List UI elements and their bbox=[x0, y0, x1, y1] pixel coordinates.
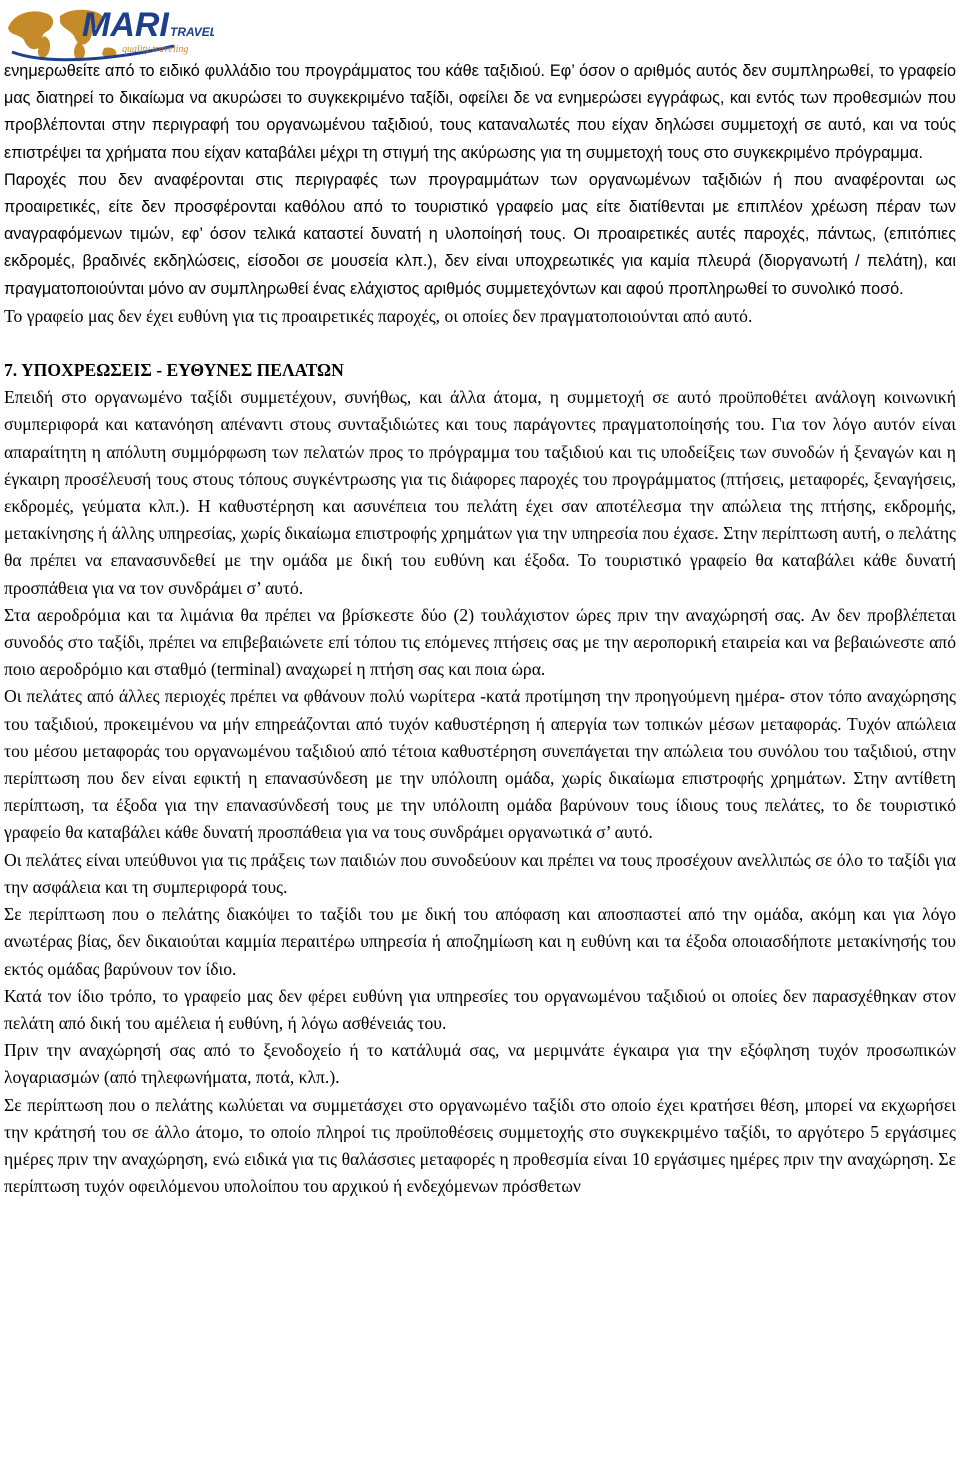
section-paragraph-7: Πριν την αναχώρησή σας από το ξενοδοχείο ή το κατάλυμά σας, να μεριμνάτε έγκαιρα για την εξόφληση τυχόν προσωπικών λογαριασμών (από τηλεφωνήματα, ποτά, κλπ.). bbox=[4, 1040, 956, 1088]
logo-word: TRAVEL bbox=[170, 25, 214, 39]
section-paragraph-8: Σε περίπτωση που ο πελάτης κωλύεται να συμμετάσχει στο οργανωμένο ταξίδι στο οποίο έχει κρατήσει θέση, μπορεί να εκχωρήσει την κράτησή του σε άλλο άτομο, το οποίο πληροί τις προϋποθέσεις συμμετοχής στο συγκεκριμένο ταξίδι, το αργότερο 5 εργάσιμες ημέρες πριν την αναχώρηση, ενώ ειδικά για τις θαλάσσιες μεταφορές η προθεσμία είναι 10 εργάσιμες ημέρες πριν την αναχώρηση. Σε περίπτωση τυχόν οφειλόμενου υπολοίπου του αρχικού ή ενδεχόμενων πρόσθετων bbox=[4, 1094, 956, 1197]
logo-name: MARI bbox=[82, 6, 169, 44]
section-paragraph-1: Επειδή στο οργανωμένο ταξίδι συμμετέχουν, συνήθως, και άλλα άτομα, η συμμετοχή σε αυτό προϋποθέτει ανάλογη κοινωνική συμπεριφορά και κατανόηση απέναντι στους συνταξιδιώτες και τους παράγοντες πραγματοποίησής του. Για τον λόγο αυτόν είναι απαραίτητη η απόλυτη συμμόρφωση των πελατών προς το πρόγραμμα του ταξιδιού και τις υποδείξεις των συνοδών ή ξεναγών και η έγκαιρη προσέλευσή τους στους τόπους συγκέντρωσης για τις διάφορες παροχές του προγράμματος (πτήσεις, μεταφορές, ξεναγήσεις, εκδρομές, γεύματα κλπ.). Η καθυστέρηση και ασυνέπεια του πελάτη έχει σαν αποτέλεσμα την απώλεια της πτήσης, εκδρομής, μετακίνησης ή άλλης υπηρεσίας, χωρίς δικαίωμα επιστροφής χρημάτων για την υπηρεσία που έχασε. Στην περίπτωση αυτή, ο πελάτης θα πρέπει να επανασυνδεθεί με την ομάδα με δική του ευθύνη και έξοδα. Το τουριστικό γραφείο θα καταβάλει κάθε δυνατή προσπάθεια για να τον συνδράμει σ’ αυτό. bbox=[4, 387, 956, 598]
section-heading: 7. ΥΠΟΧΡΕΩΣΕΙΣ - ΕΥΘΥΝΕΣ ΠΕΛΑΤΩΝ bbox=[4, 360, 344, 381]
section-paragraph-4: Οι πελάτες είναι υπεύθυνοι για τις πράξεις των παιδιών που συνοδεύουν και πρέπει να τους προσέχουν ανελλιπώς σε όλο το ταξίδι για την ασφάλεια και τη συμπεριφορά τους. bbox=[4, 849, 956, 897]
section-paragraph-3: Οι πελάτες από άλλες περιοχές πρέπει να φθάνουν πολύ νωρίτερα -κατά προτίμηση την προηγούμενη ημέρα- στον τόπο αναχώρησης του ταξιδιού, προκειμένου να μήν επηρεάζονται από τυχόν καθυστέρηση ή απεργία των τοπικών μέσων μεταφοράς. Τυχόν απώλεια του μέσου μεταφοράς του οργανωμένου ταξιδιού από τέτοια καθυστέρηση συνεπάγεται την απώλεια του συνόλου του ταξιδιού, στην περίπτωση που δεν είναι εφικτή η επανασύνδεση με την υπόλοιπη ομάδα, χωρίς δικαίωμα επιστροφής χρημάτων. Στην αντίθετη περίπτωση, τα έξοδα για την επανασύνδεσή τους με την υπόλοιπη ομάδα βαρύνουν τους ίδιους τους πελάτες, το δε τουριστικό γραφείο θα καταβάλει κάθε δυνατή προσπάθεια για να τους συνδράμει οργανωτικά σ’ αυτό. bbox=[4, 686, 956, 843]
intro-paragraph-1: ενημερωθείτε από το ειδικό φυλλάδιο του προγράμματος του κάθε ταξιδιού. Εφ’ όσον ο αριθμός αυτός δεν συμπληρωθεί, το γραφείο μας διατηρεί το δικαίωμα να ακυρώσει το συγκεκριμένο ταξίδι, οφείλει δε να ενημερώσει εγγράφως, και εντός των προθεσμιών που προβλέπονται στην περιγραφή του οργανωμένου ταξιδιού, τους καταναλωτές που είχαν δηλώσει συμμετοχή σε αυτό, και να τούς επιστρέψει τα χρήματα που είχαν καταβάλει μέχρι τη στιγμή της ακύρωσης για τη συμμετοχή τους στο συγκεκριμένο πρόγραμμα. bbox=[4, 62, 956, 162]
document-body bbox=[4, 58, 956, 1200]
company-logo bbox=[4, 2, 214, 66]
section-paragraph-2: Στα αεροδρόμια και τα λιμάνια θα πρέπει να βρίσκεστε δύο (2) τουλάχιστον ώρες πριν την αναχώρησή σας. Αν δεν προβλέπεται συνοδός στο ταξίδι, πρέπει να επιβεβαιώνετε επί τόπου τις επόμενες πτήσεις σας με την αεροπορική εταιρεία και να βεβαιώνεστε από ποιο αεροδρόμιο και σταθμό (terminal) αναχωρεί η πτήση σας και ποια ώρα. bbox=[4, 604, 956, 680]
intro-paragraph-2: Παροχές που δεν αναφέρονται στις περιγραφές των προγραμμάτων των οργανωμένων ταξιδιών ή που αναφέρονται ως προαιρετικές, είτε δεν προσφέρονται καθόλου από το τουριστικό γραφείο μας είτε διατίθενται με επιπλέον χρέωση πέραν των αναγραφόμενων τιμών, εφ’ όσον τελικά καταστεί δυνατή η υλοποίησή τους. Οι προαιρετικές αυτές παροχές, πάντως, (επιτόπιες εκδρομές, βραδινές εκδηλώσεις, είσοδοι σε μουσεία κλπ.), δεν είναι υποχρεωτικές για καμία πλευρά (διοργανωτή / πελάτη), και πραγματοποιούνται μόνο αν συμπληρωθεί ένας ελάχιστος αριθμός συμμετεχόντων και αφού προπληρωθεί το συνολικό ποσό. bbox=[4, 170, 956, 298]
logo-tagline: quality traveling bbox=[122, 44, 189, 55]
section-paragraph-6: Κατά τον ίδιο τρόπο, το γραφείο μας δεν φέρει ευθύνη για υπηρεσίες του οργανωμένου ταξιδιού οι οποίες δεν παρασχέθηκαν στον πελάτη από δική του αμέλεια ή ευθύνη, ή λόγω ασθένειάς του. bbox=[4, 985, 956, 1033]
section-paragraph-5: Σε περίπτωση που ο πελάτης διακόψει το ταξίδι του με δική του απόφαση και αποσπαστεί από την ομάδα, ακόμη και για λόγο ανωτέρας βίας, δεν δικαιούται καμμία περαιτέρω υπηρεσία ή αποζημίωση και η ευθύνη και τα έξοδα οποιασδήποτε μετακίνησής του εκτός ομάδας βαρύνουν τον ίδιο. bbox=[4, 904, 956, 979]
intro-paragraph-3: Το γραφείο μας δεν έχει ευθύνη για τις προαιρετικές παροχές, οι οποίες δεν πραγματοποιούνται από αυτό. bbox=[4, 305, 753, 326]
world-map-logo-icon bbox=[4, 2, 214, 66]
